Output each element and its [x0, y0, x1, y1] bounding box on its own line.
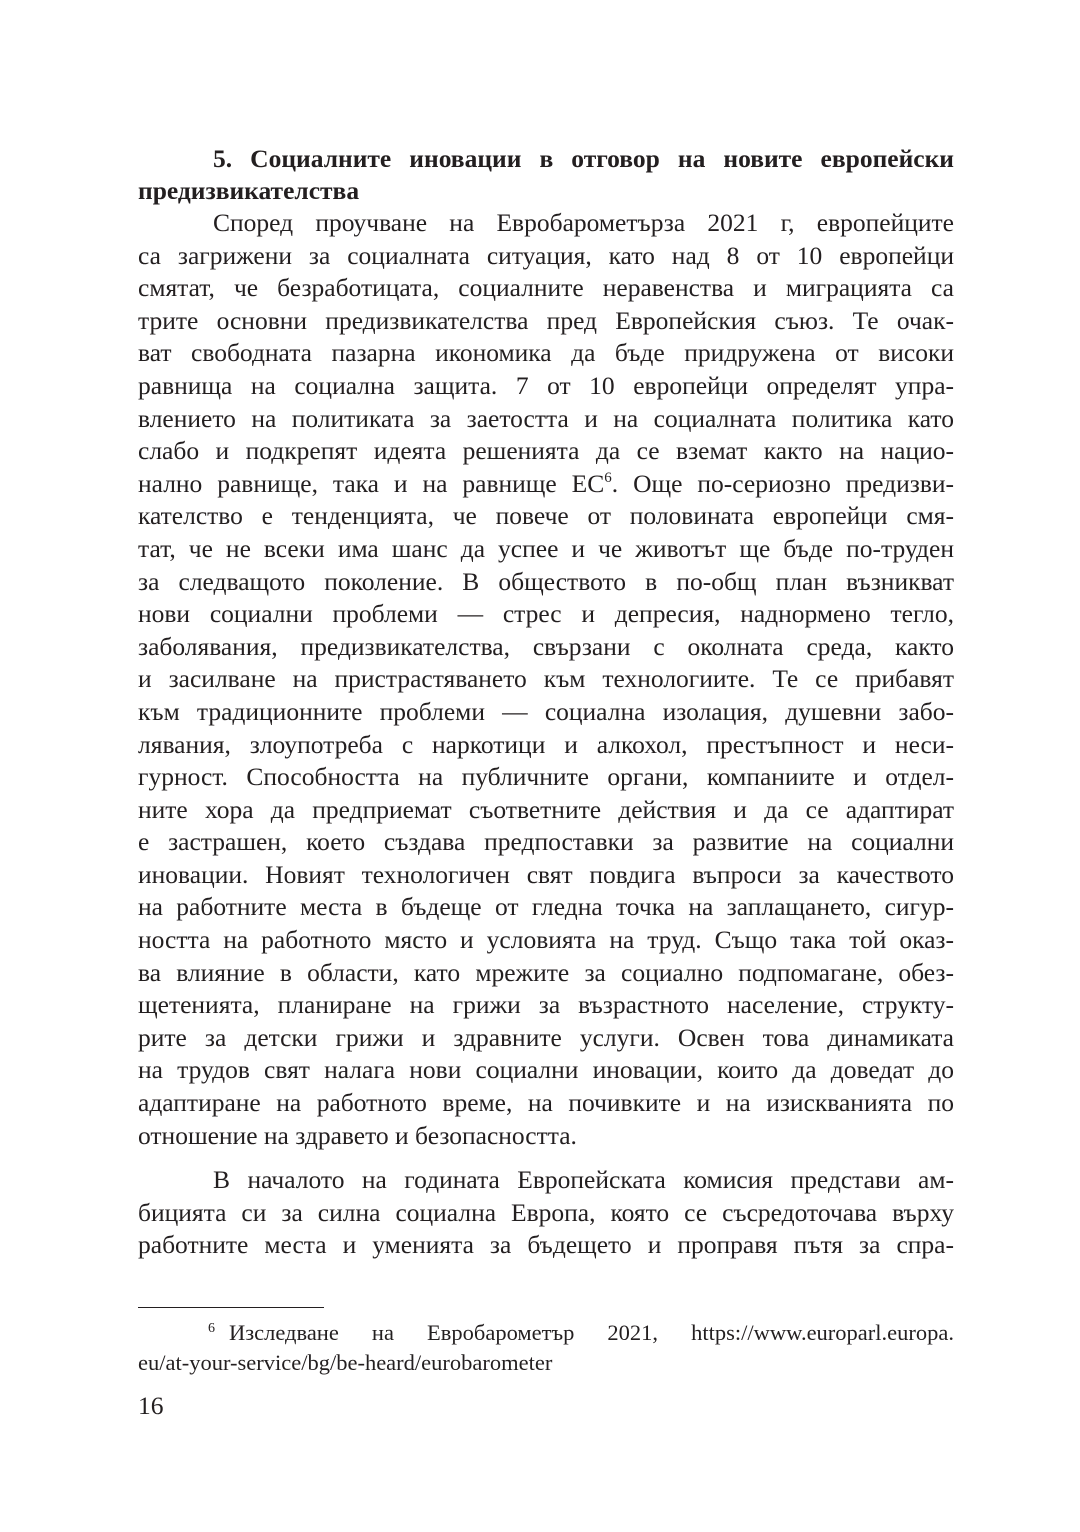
- text-line: трите основни предизвикателства пред Европейския съюз. Те очак-: [138, 305, 954, 335]
- text-line: В началото на годината Европейската комисия представи ам-: [213, 1165, 954, 1194]
- text-line: и засилване на пристрастяването към технологиите. Те се прибавят: [138, 664, 954, 694]
- text-line: на работните места в бъдеще от гледна точка на заплащането, сигур-: [138, 892, 954, 922]
- text-line: за следващото поколение. В обществото в по-общ план възникват: [138, 566, 954, 596]
- text-line: ва влияние в области, като мрежите за социално подпомагане, обез-: [138, 957, 954, 987]
- heading-line: 5. Социалните иновации в отговор на новите европейски: [213, 144, 954, 173]
- text-line: е застрашен, което създава предпоставки за развитие на социални: [138, 827, 954, 857]
- book-page: [138, 0, 954, 1532]
- footnote-line: eu/at-your-service/bg/be-heard/eurobarometer: [138, 1350, 553, 1375]
- text-line: кателство е тенденцията, че повече от половината европейци смя-: [138, 501, 954, 531]
- text-line: тат, че не всеки има шанс да успее и че животът ще бъде по-труден: [138, 533, 954, 563]
- section-heading: [138, 143, 954, 207]
- text-line: ните хора да предприемат съответните действия и да се адаптират: [138, 794, 954, 824]
- text-line: рите за детски грижи и здравните услуги. Освен това динамиката: [138, 1022, 954, 1052]
- text-line: гурност. Способността на публичните органи, компаниите и отдел-: [138, 762, 954, 792]
- text-line: отношение на здравето и безопасността.: [138, 1120, 577, 1150]
- text-line: ват свободната пазарна икономика да бъде придружена от високи: [138, 338, 954, 368]
- text-line: иновации. Новият технологичен свят повдига въпроси за качеството: [138, 859, 954, 889]
- paragraph-1: [138, 207, 954, 1152]
- text-line: смятат, че безработицата, социалните неравенства и миграцията са: [138, 273, 954, 303]
- text-line: Според проучване на Евробарометърза 2021 г, европейците: [213, 208, 954, 237]
- page-number: 16: [138, 1391, 164, 1420]
- text-line: към традиционните проблеми — социална изолация, душевни забо-: [138, 696, 954, 726]
- footnote-line: [138, 1318, 954, 1348]
- heading-line: предизвикателства: [138, 176, 360, 205]
- text-line: на трудов свят налага нови социални иновации, които да доведат до: [138, 1055, 954, 1085]
- footnote-reference: 6: [604, 470, 612, 487]
- footnote-divider: [138, 1307, 324, 1308]
- text-line: бицията си за силна социална Европа, която се съсредоточава върху: [138, 1197, 954, 1227]
- text-line: щетенията, планиране на грижи за възрастното население, структу-: [138, 990, 954, 1020]
- text-line: влението на политиката за заетостта и на социалната политика като: [138, 403, 954, 433]
- text-line: нови социални проблеми — стрес и депресия, наднормено тегло,: [138, 599, 954, 629]
- footnote: [138, 1318, 954, 1378]
- text-line: заболявания, предизвикателства, свързани с околната среда, както: [138, 631, 954, 661]
- text-line: работните места и уменията за бъдещето и проправя пътя за спра-: [138, 1230, 954, 1260]
- text-segment: нално равнище, така и на равнище ЕС: [138, 468, 605, 498]
- paragraph-2: [138, 1164, 954, 1262]
- footnote-text: Изследване на Евробарометър 2021, https://www.europarl.europa.: [229, 1320, 954, 1345]
- text-segment: . Още по-сериозно предизви-: [611, 468, 954, 498]
- text-line: са загрижени за социалната ситуация, като над 8 от 10 европейци: [138, 240, 954, 270]
- text-line: слабо и подкрепят идеята решенията да се вземат както на нацио-: [138, 436, 954, 466]
- footnote-marker: 6: [208, 1320, 215, 1336]
- text-line: лявания, злоупотреба с наркотици и алкохол, престъпност и неси-: [138, 729, 954, 759]
- text-line-with-footnote: [138, 468, 954, 501]
- text-line: равнища на социална защита. 7 от 10 европейци определят упра-: [138, 370, 954, 400]
- text-line: ността на работното място и условията на труд. Също така той оказ-: [138, 925, 954, 955]
- text-line: адаптиране на работното време, на почивките и на изискванията по: [138, 1088, 954, 1118]
